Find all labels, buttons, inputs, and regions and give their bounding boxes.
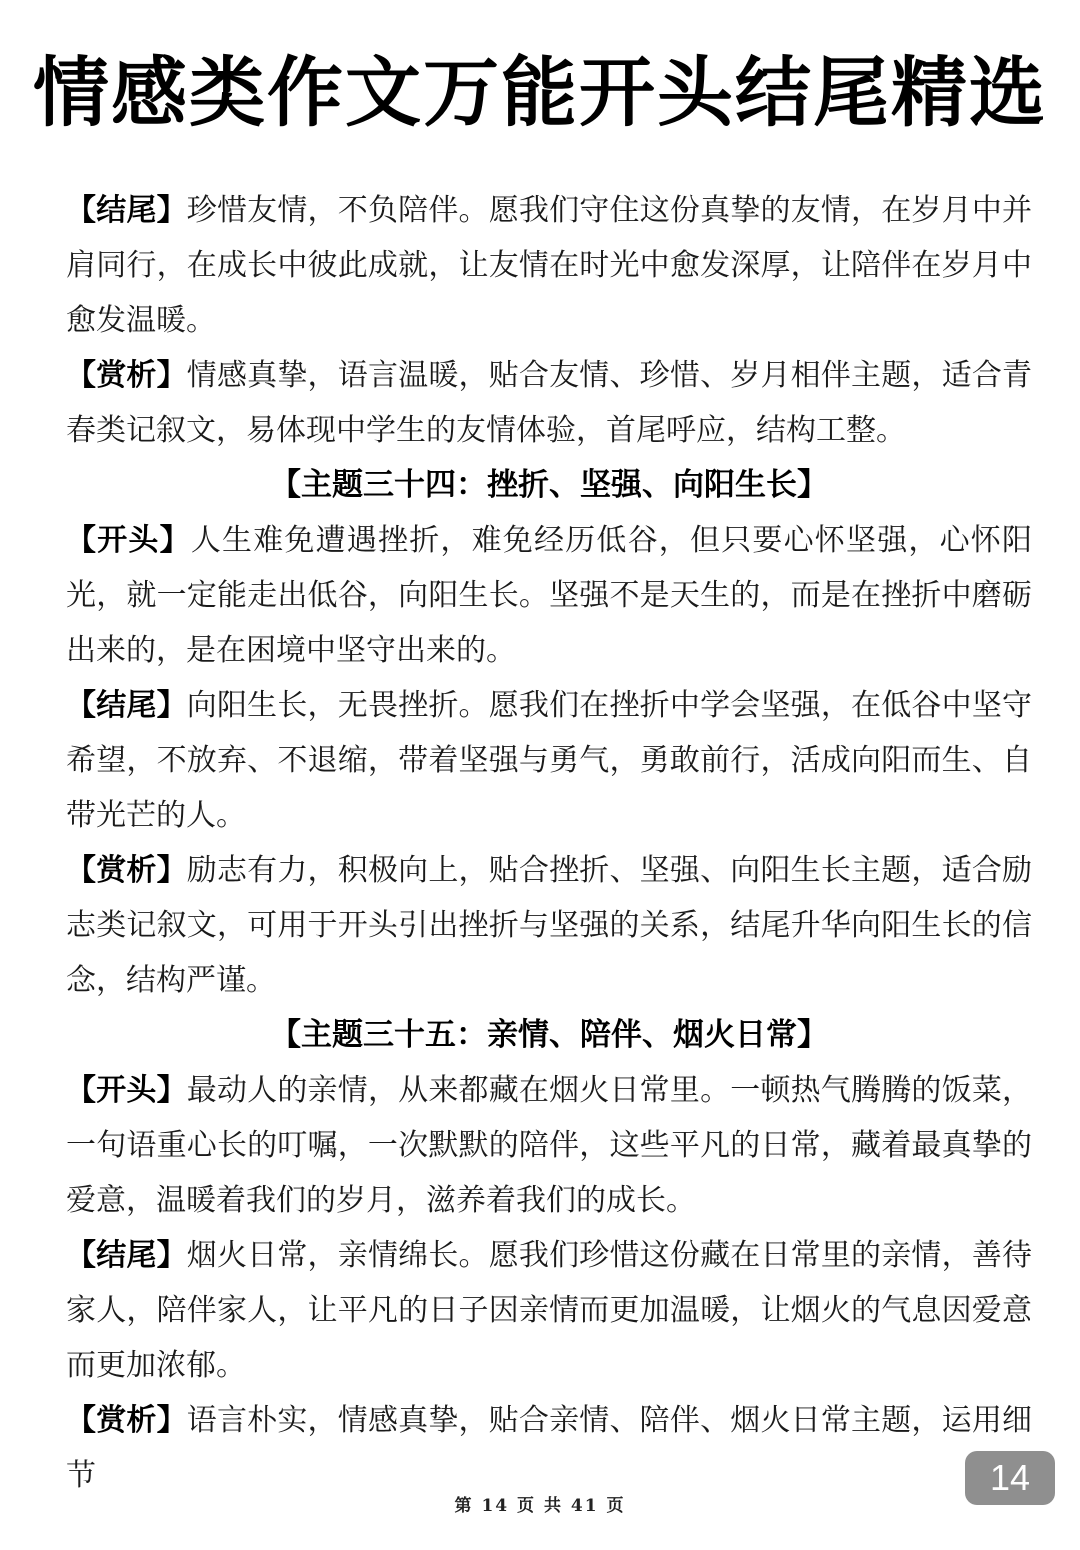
paragraph-tag: 【结尾】 [66, 1238, 187, 1273]
document-body [66, 183, 1032, 1503]
paragraph-text: 励志有力，积极向上，贴合挫折、坚强、向阳生长主题，适合励志类记叙文，可用于开头引出挫折与坚强的关系，结尾升华向阳生长的信念，结构严谨。 [66, 853, 1033, 998]
page-footer: 第 14 页 共 41 页 [454, 1496, 626, 1516]
section-heading-theme-35: 【主题三十五：亲情、陪伴、烟火日常】 [270, 1017, 828, 1053]
paragraph-tag: 【赏析】 [66, 853, 187, 888]
paragraph-tag: 【开头】 [66, 523, 191, 558]
paragraph-text: 最动人的亲情，从来都藏在烟火日常里。一顿热气腾腾的饭菜，一句语重心长的叮嘱，一次默默的陪伴，这些平凡的日常，藏着最真挚的爱意，温暖着我们的岁月，滋养着我们的成长。 [66, 1073, 1033, 1218]
paragraph-ending-friendship [66, 183, 1032, 348]
paragraph-tag: 【结尾】 [66, 193, 187, 228]
paragraph-analysis-friendship [66, 348, 1032, 458]
paragraph-tag: 【赏析】 [66, 1403, 187, 1438]
section-heading-theme-34: 【主题三十四：挫折、坚强、向阳生长】 [270, 467, 828, 503]
paragraph-ending-family [66, 1228, 1032, 1393]
paragraph-tag: 【赏析】 [66, 358, 187, 393]
paragraph-text: 向阳生长，无畏挫折。愿我们在挫折中学会坚强，在低谷中坚守希望，不放弃、不退缩，带着坚强与勇气，勇敢前行，活成向阳而生、自带光芒的人。 [66, 688, 1033, 833]
paragraph-text: 人生难免遭遇挫折，难免经历低谷，但只要心怀坚强，心怀阳光，就一定能走出低谷，向阳生长。坚强不是天生的，而是在挫折中磨砺出来的，是在困境中坚守出来的。 [66, 523, 1033, 668]
paragraph-tag: 【开头】 [66, 1073, 187, 1108]
paragraph-opening-setback [66, 513, 1032, 678]
paragraph-text: 情感真挚，语言温暖，贴合友情、珍惜、岁月相伴主题，适合青春类记叙文，易体现中学生的友情体验，首尾呼应，结构工整。 [66, 358, 1033, 448]
paragraph-text: 珍惜友情，不负陪伴。愿我们守住这份真挚的友情，在岁月中并肩同行，在成长中彼此成就，让友情在时光中愈发深厚，让陪伴在岁月中愈发温暖。 [66, 193, 1033, 338]
page-number-badge[interactable]: 14 [965, 1451, 1055, 1505]
paragraph-text: 烟火日常，亲情绵长。愿我们珍惜这份藏在日常里的亲情，善待家人，陪伴家人，让平凡的日子因亲情而更加温暖，让烟火的气息因爱意而更加浓郁。 [66, 1238, 1033, 1383]
paragraph-ending-setback [66, 678, 1032, 843]
paragraph-analysis-family [66, 1393, 1032, 1503]
page-title: 情感类作文万能开头结尾精选 [33, 48, 1047, 137]
paragraph-analysis-setback [66, 843, 1032, 1008]
paragraph-tag: 【结尾】 [66, 688, 187, 723]
paragraph-text: 语言朴实，情感真挚，贴合亲情、陪伴、烟火日常主题，运用细节 [66, 1403, 1033, 1493]
paragraph-opening-family [66, 1063, 1032, 1228]
